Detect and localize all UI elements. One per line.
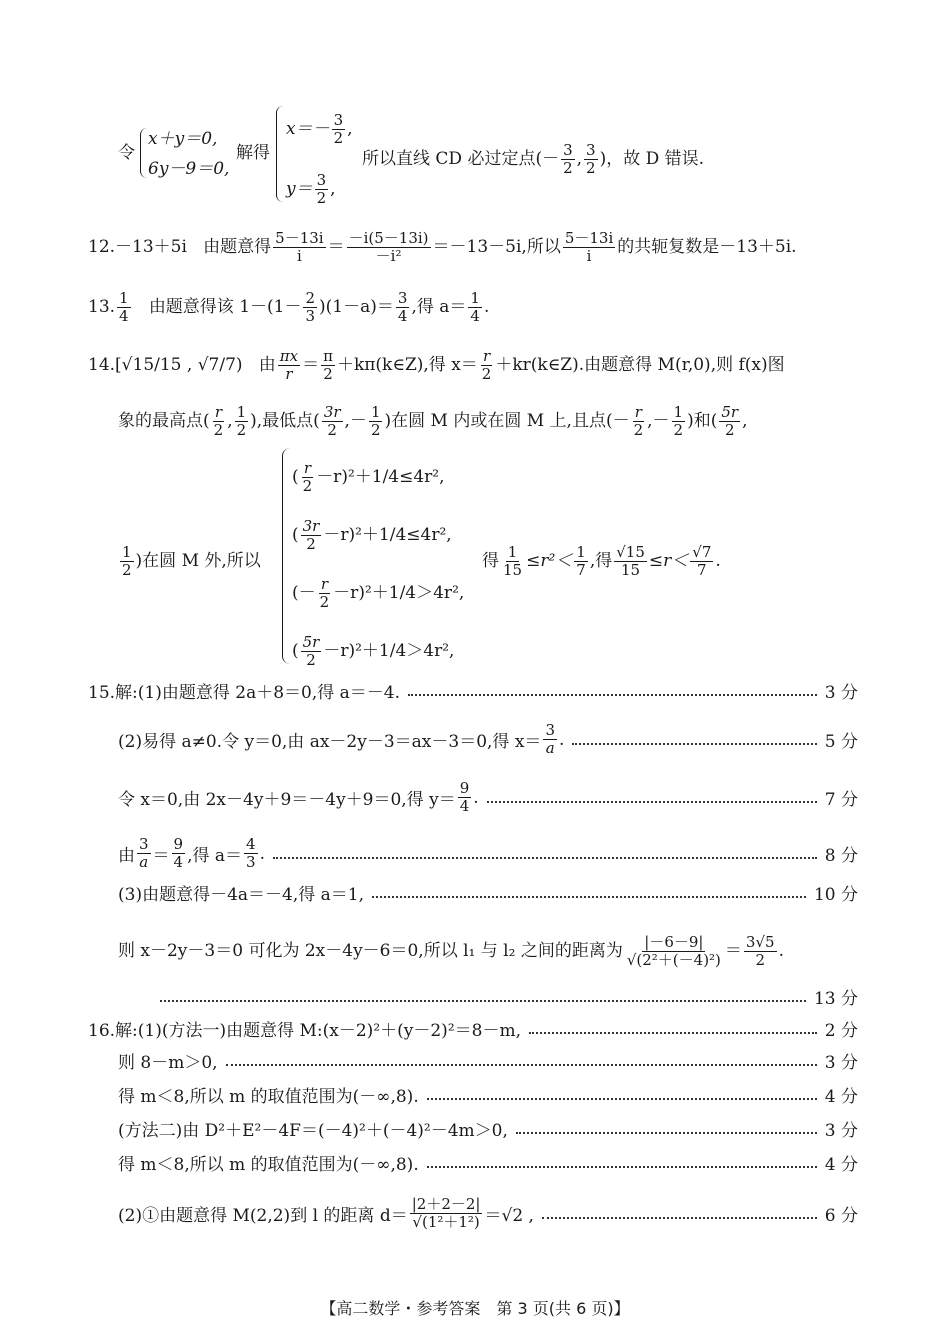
q16-step-4 [118, 1116, 858, 1141]
den: 15 [503, 561, 523, 579]
page-footer: 【高二数学・参考答案 第 3 页(共 6 页)】 [320, 1299, 630, 1318]
fraction [235, 404, 249, 439]
q15-step-text: 则 x－2y－3＝0 可化为 2x－4y－6＝0,所以 l₁ 与 l₂ 之间的距离为 [118, 941, 623, 961]
q15-step-4 [118, 836, 858, 871]
q14-sys-1: ( $\frac{r}{2}$ －r)²＋1/4≤4r², [292, 459, 445, 495]
p11-sys-2: 6y－9＝0, [148, 159, 230, 179]
q12-text-3: 的共轭复数是－13＋5i. [617, 237, 797, 257]
fraction [369, 404, 383, 439]
num: 1 [673, 403, 684, 421]
p11-sys-1: x＋y＝0, [148, 129, 218, 149]
num: 5r [721, 403, 739, 421]
num: 9 [173, 835, 184, 853]
den: 2 [213, 421, 224, 439]
q15-step-text: 由 [118, 846, 135, 866]
score: 10 分 [813, 885, 858, 905]
num: 3r [302, 517, 320, 535]
q15-step-text: 令 x＝0,由 2x－4y＋9＝－4y＋9＝0,得 y＝ [118, 790, 456, 810]
fraction [301, 634, 322, 669]
num: 4 [246, 835, 256, 853]
q14-line-2: 象的最高点( $\frac{r}{2}$ , $\frac{1}{2}$ ),最低点( $\frac{3r}{2}$ ,－ $\frac{1}{2}$ )在圆 M 内或在圆 M 上,且点(－ $\frac{r}{2}$ ,－ $\frac{1}{2}$ )和( $\frac{5r}{2}$ , [118, 403, 748, 439]
den: 7 [697, 561, 707, 579]
q14-brace [282, 448, 291, 664]
num: r [303, 459, 311, 477]
q13-text-2: )(1－a)＝ [319, 297, 394, 317]
fraction [410, 1196, 483, 1231]
num: r [482, 347, 491, 365]
q14-text: ＋kπ(k∈Z),得 x＝ [336, 355, 478, 375]
num: 5－13i [564, 229, 614, 247]
fraction [332, 112, 346, 147]
den: 7 [576, 561, 586, 579]
den: i [586, 247, 592, 265]
den: 2 [563, 159, 573, 177]
den: 2 [323, 365, 333, 383]
leader-dots [160, 1000, 806, 1002]
dot: . [778, 941, 784, 961]
q14-sys-text: －r)²＋1/4＞4r², [333, 583, 465, 603]
score: 3 分 [824, 1121, 858, 1141]
score: 5 分 [824, 732, 858, 752]
fraction [501, 544, 524, 579]
fraction [278, 348, 300, 383]
num: 3 [545, 721, 555, 739]
p11-conclusion-a: 所以直线 CD 必过定点(－ [362, 149, 560, 169]
q14-sys-4: ( $\frac{5r}{2}$ －r)²＋1/4＞4r², [292, 633, 455, 669]
den: 2 [333, 129, 344, 147]
fraction [625, 934, 723, 969]
q15-step-6 [118, 934, 784, 969]
q12-answer: －13＋5i [115, 237, 187, 257]
fraction [321, 348, 335, 383]
fraction [120, 544, 134, 579]
fraction [137, 836, 151, 871]
q14-result: 得 $\frac{1}{15}$ ≤r²＜ $\frac{1}{7}$ ,得 $\frac{√15}{15}$ ≤r＜ $\frac{√7}{7}$ . [482, 543, 721, 579]
score: 3 分 [824, 683, 858, 703]
q14-sys-2: ( $\frac{3r}{2}$ －r)²＋1/4≤4r², [292, 517, 452, 553]
score: 4 分 [824, 1087, 858, 1107]
den: r [285, 365, 293, 383]
fraction [244, 836, 258, 871]
q15-step-2 [118, 722, 858, 757]
num: √15 [616, 543, 645, 561]
q14-text: ≤r²＜ [526, 551, 573, 571]
num: π [323, 347, 333, 365]
den: 2 [236, 421, 247, 439]
p11-brace-1 [140, 128, 147, 178]
comma: , [576, 149, 583, 169]
num: 3 [586, 141, 596, 159]
den: －i² [375, 247, 402, 265]
den: 2 [122, 561, 132, 579]
q15-step-6-score [160, 984, 858, 1009]
den: 3 [305, 307, 316, 325]
fraction [322, 404, 343, 439]
fraction [301, 518, 322, 553]
num: 1 [576, 543, 586, 561]
den: a [545, 739, 555, 757]
fraction [690, 544, 713, 579]
q14-answer: [√15/15 , √7/7) [115, 355, 243, 375]
comma: , [330, 179, 336, 199]
leader-dots [529, 1032, 817, 1034]
q14-text: ＋kr(k∈Z).由题意得 M(r,0),则 f(x)图 [495, 355, 785, 375]
q14-text: ),最低点( [250, 411, 320, 431]
num: 1 [122, 543, 132, 561]
den: 4 [397, 307, 408, 325]
leader-dots [542, 1217, 817, 1219]
p11-ling: 令 [118, 143, 135, 163]
q13-line: 13. $\frac{1}{4}$ 由题意得该 1－(1－ $\frac{2}{3}$ )(1－a)＝ $\frac{3}{4}$ ,得 a＝ $\frac{1}{4}$ . [88, 289, 490, 325]
score: 13 分 [813, 989, 858, 1009]
q12-text-2: ＝－13－5i,所以 [432, 237, 561, 257]
num: √7 [692, 543, 712, 561]
num: 5r [302, 633, 320, 651]
q15-step-text: (3)由题意得－4a＝－4,得 a＝1, [118, 885, 365, 905]
leader-dots [427, 1098, 817, 1100]
q14-text: )在圆 M 外,所以 [135, 551, 261, 571]
q14-sys-text: －r)²＋1/4≤4r², [323, 525, 452, 545]
p11-sol-y-text: y＝ [286, 179, 313, 199]
leader-dots [427, 1166, 817, 1168]
q14-text: ＝ [302, 355, 320, 375]
fraction [347, 230, 431, 265]
fraction [212, 404, 226, 439]
den: 2 [370, 421, 381, 439]
fraction [744, 934, 777, 969]
num: 9 [459, 779, 470, 797]
num: 3 [316, 171, 327, 189]
den: 2 [306, 651, 316, 669]
leader-dots [273, 857, 817, 859]
q16-step-6 [118, 1196, 858, 1231]
q14-text: ,得 [589, 551, 613, 571]
q16-step-text: 16.解:(1)(方法一)由题意得 M:(x－2)²＋(y－2)²＝8－m, [88, 1021, 521, 1041]
q14-text: 象的最高点( [118, 411, 210, 431]
leader-dots [408, 694, 817, 696]
q14-sys-text: －r)²＋1/4＞4r², [323, 641, 455, 661]
q14-sys-3: (－ $\frac{r}{2}$ －r)²＋1/4＞4r², [292, 575, 465, 611]
num: 3 [139, 835, 149, 853]
den: 2 [481, 365, 492, 383]
fraction [563, 230, 615, 265]
q16-step-2 [118, 1048, 858, 1073]
fraction [614, 544, 647, 579]
fraction [561, 142, 575, 177]
leader-dots [372, 896, 806, 898]
p11-sol-x [286, 112, 353, 147]
fraction [672, 404, 686, 439]
dot: . [558, 729, 565, 750]
den: 2 [302, 477, 313, 495]
num: 1 [236, 403, 247, 421]
fraction [315, 172, 329, 207]
score: 7 分 [824, 790, 858, 810]
num: 3 [563, 141, 573, 159]
q12-line: 12.－13＋5i 由题意得 $\frac{5-13i}{i}$ ＝ $\frac{-i(5-13i)}{\text{－i²}}$ ＝－13－5i,所以 $\frac{5-13i}{i}$ 的共轭复数是－13＋5i. [88, 229, 797, 265]
den: 4 [119, 307, 129, 325]
fraction [273, 230, 325, 265]
score: 6 分 [824, 1206, 858, 1226]
p11-sol-x-text: x＝－ [286, 119, 330, 139]
num: 1 [370, 403, 381, 421]
q16-step-text: (方法二)由 D²＋E²－4F＝(－4)²＋(－4)²－4m＞0, [118, 1121, 508, 1141]
num: |－6－9| [644, 933, 704, 951]
fraction [584, 142, 598, 177]
score: 2 分 [824, 1021, 858, 1041]
fraction [543, 722, 557, 757]
den: 2 [327, 421, 337, 439]
num: r [214, 403, 222, 421]
fraction [303, 290, 317, 325]
q14-text: ≤r＜ [648, 551, 689, 571]
leader-dots [516, 1132, 817, 1134]
den: 2 [586, 159, 596, 177]
num: 5－13i [275, 229, 324, 247]
q14-text: )和( [687, 411, 718, 431]
q16-step-3 [118, 1082, 858, 1107]
q14-line-1 [88, 348, 785, 383]
den: √(1²＋1²) [412, 1213, 480, 1231]
den: 3 [246, 853, 256, 871]
den: √(2²＋(－4)²) [626, 951, 721, 969]
q15-step-5 [118, 880, 858, 905]
num: r [320, 575, 328, 593]
eq: ＝ [724, 941, 742, 961]
num: πx [279, 347, 299, 365]
den: 2 [724, 421, 735, 439]
score: 4 分 [824, 1155, 858, 1175]
den: 15 [621, 561, 641, 579]
q14-text: 由 [258, 355, 276, 375]
q14-number: 14. [88, 355, 116, 375]
q15-step-text: ,得 a＝ [187, 846, 243, 866]
dot: . [473, 787, 479, 808]
den: 2 [633, 421, 644, 439]
fraction [468, 290, 482, 325]
q15-step-1 [88, 678, 858, 703]
leader-dots [572, 743, 816, 745]
den: 2 [316, 189, 327, 207]
q15-step-text: (2)易得 a≠0.令 y＝0,由 ax－2y－3＝ax－3＝0,得 x＝ [118, 732, 542, 752]
q15-step-text: 15.解:(1)由题意得 2a＋8＝0,得 a＝－4. [88, 683, 400, 703]
den: 2 [673, 421, 684, 439]
q16-step-1 [88, 1016, 858, 1041]
q15-step-3 [118, 780, 858, 815]
q13-text-3: ,得 a＝ [411, 297, 467, 317]
p11-conclusion [362, 142, 704, 177]
dot: . [259, 843, 265, 864]
fraction [396, 290, 410, 325]
fraction [719, 404, 740, 439]
q14-sys-text: －r)²＋1/4≤4r², [316, 467, 445, 487]
fraction [172, 836, 186, 871]
q16-step-text: 得 m＜8,所以 m 的取值范围为(－∞,8). [118, 1155, 419, 1175]
fraction [318, 576, 332, 611]
p11-sol-y [286, 172, 336, 207]
num: 1 [119, 289, 129, 307]
q16-step-text: (2)①由题意得 M(2,2)到 l 的距离 d＝ [118, 1206, 408, 1226]
den: i [296, 247, 302, 265]
num: |2＋2－2| [411, 1195, 481, 1213]
num: 1 [470, 289, 480, 307]
p11-brace-2 [276, 106, 283, 202]
num: 2 [305, 289, 316, 307]
leader-dots [226, 1064, 817, 1066]
fraction [480, 348, 494, 383]
q16-step-text: 则 8－m＞0, [118, 1053, 218, 1073]
den: a [139, 853, 149, 871]
fraction [117, 290, 131, 325]
q14-text: 得 [482, 551, 499, 571]
q14-text: )在圆 M 内或在圆 M 上,且点(－ [384, 411, 630, 431]
fraction [632, 404, 646, 439]
num: 3 [397, 289, 408, 307]
num: r [634, 403, 642, 421]
q13-text-1: 由题意得该 1－(1－ [148, 297, 302, 317]
q16-step-text: ＝√2 , [484, 1206, 534, 1226]
score: 3 分 [824, 1053, 858, 1073]
num: 3r [323, 403, 341, 421]
eq: ＝ [152, 846, 170, 866]
fraction [574, 544, 588, 579]
q12-number: 12. [88, 237, 116, 257]
num: 3√5 [745, 933, 775, 951]
den: 4 [459, 797, 470, 815]
den: 2 [306, 535, 316, 553]
den: 2 [319, 593, 330, 611]
den: 4 [470, 307, 480, 325]
num: 3 [333, 111, 344, 129]
num: 1 [507, 543, 518, 561]
den: 2 [755, 951, 766, 969]
den: 4 [173, 853, 184, 871]
q14-line-3 [118, 544, 261, 579]
q13-number: 13. [88, 297, 116, 317]
fraction [458, 780, 472, 815]
num: －i(5－13i) [348, 229, 429, 247]
comma: , [347, 119, 353, 139]
score: 8 分 [824, 846, 858, 866]
q12-text-1: 由题意得 [203, 237, 272, 257]
p11-jiede: 解得 [236, 143, 270, 163]
leader-dots [487, 801, 817, 803]
q16-step-text: 得 m＜8,所以 m 的取值范围为(－∞,8). [118, 1087, 419, 1107]
q16-step-5 [118, 1150, 858, 1175]
p11-conclusion-b: )，故 D 错误. [599, 149, 705, 169]
fraction [301, 460, 315, 495]
